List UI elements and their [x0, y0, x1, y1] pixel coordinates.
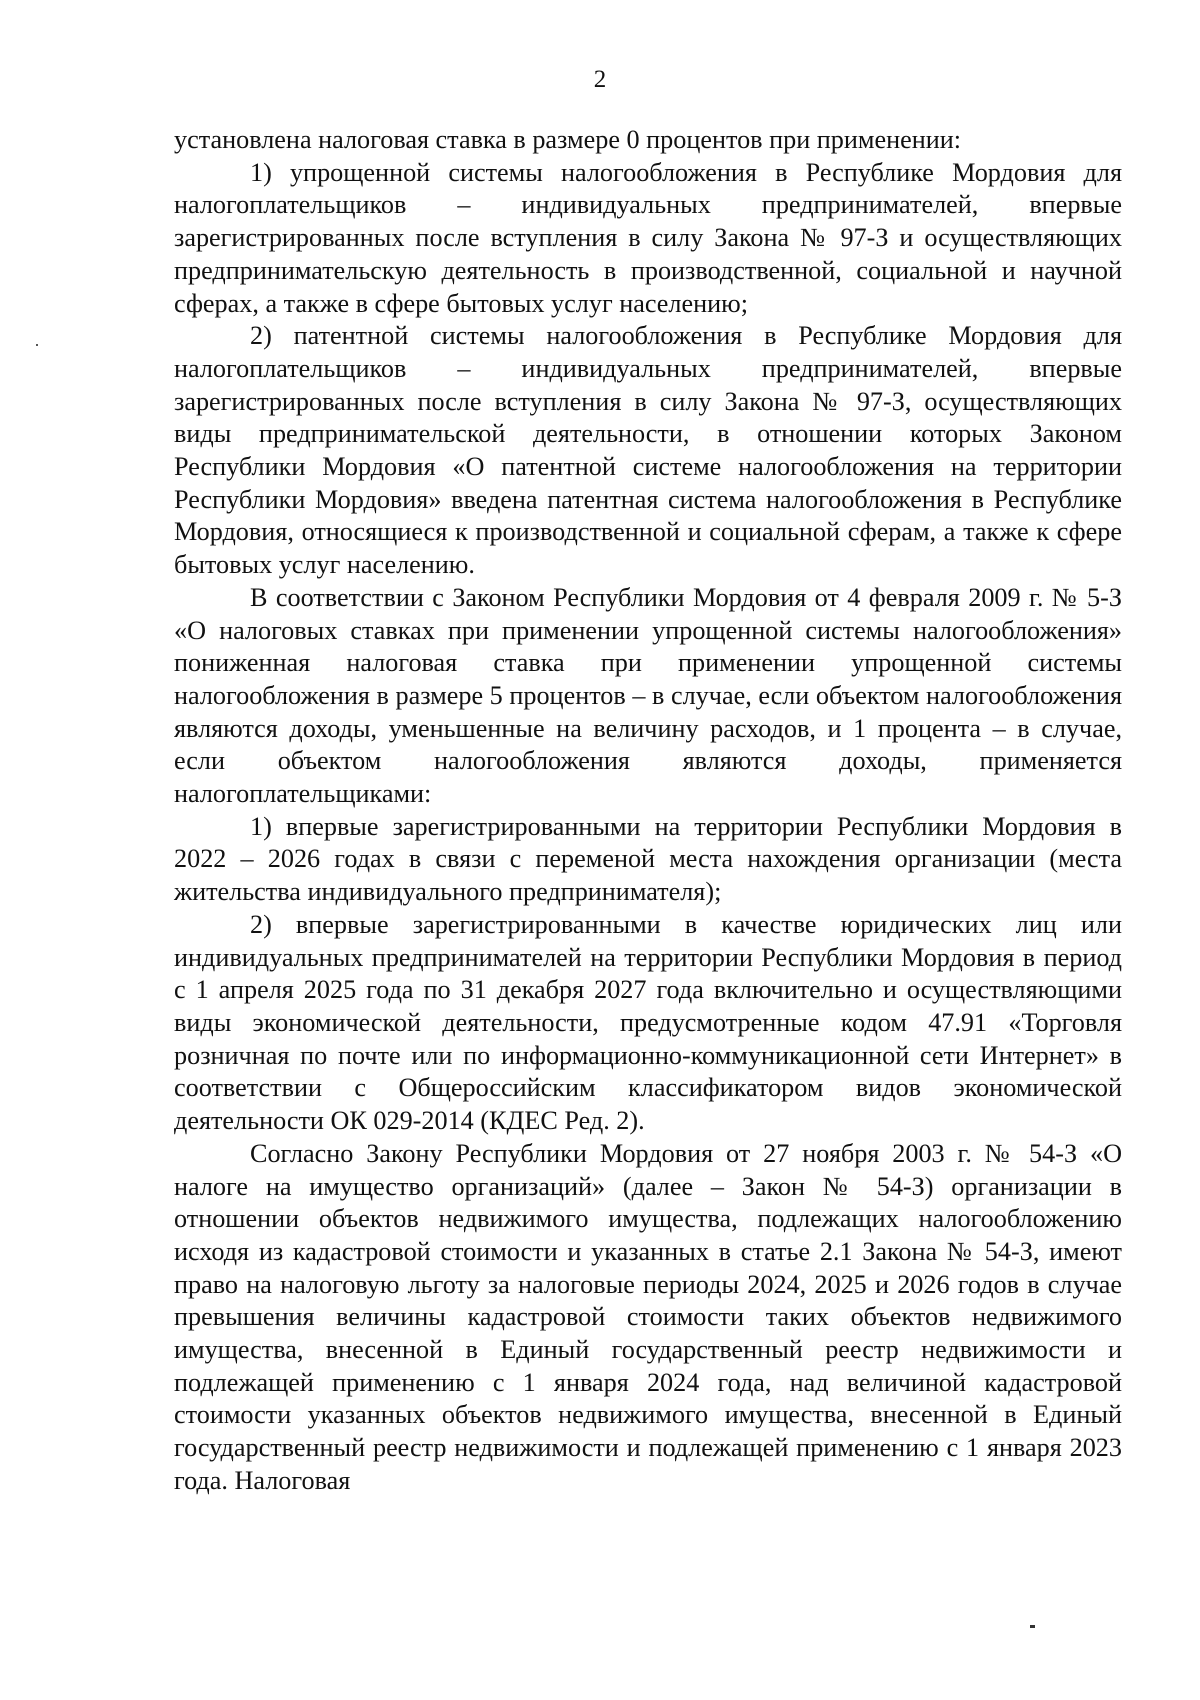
paragraph-law-54z: Согласно Закону Республики Мордовия от 27 ноября 2003 г. № 54-З «О налоге на имущество организаций» (далее – Закон № 54-З) организации в отношении объектов недвижимого имущества, подлежащих налогообложению исходя из кадастровой стоимости и указанных в статье 2.1 Закона № 54-З, имеют право на налоговую льготу за налоговые периоды 2024, 2025 и 2026 годов в случае превышения величины кадастровой стоимости таких объектов недвижимого имущества, внесенной в Единый государственный реестр недвижимости и подлежащей применению с 1 января 2024 года, над величиной кадастровой стоимости указанных объектов недвижимого имущества, внесенной в Единый государственный реестр недвижимости и подлежащей применению с 1 января 2023 года. Налоговая	[174, 1138, 1122, 1495]
scan-speck	[36, 344, 38, 346]
paragraph-simplified-system: 1) упрощенной системы налогообложения в Республике Мордовия для налогоплательщиков – индивидуальных предпринимателей, впервые зарегистрированных после вступления в силу Закона № 97-З и осуществляющих предпринимательскую деятельность в производственной, социальной и научной сферах, а также в сфере бытовых услуг населению;	[174, 157, 1122, 318]
paragraph-law-5z: В соответствии с Законом Республики Мордовия от 4 февраля 2009 г. № 5-З «О налоговых ставках при применении упрощенной системы налогообложения» пониженная налоговая ставка при применении упрощенной системы налогообложения в размере 5 процентов – в случае, если объектом налогообложения являются доходы, уменьшенные на величину расходов, и 1 процента – в случае, если объектом налогообложения являются доходы, применяется налогоплательщиками:	[174, 582, 1122, 809]
paragraph-patent-system: 2) патентной системы налогообложения в Республике Мордовия для налогоплательщиков – индивидуальных предпринимателей, впервые зарегистрированных после вступления в силу Закона № 97-З, осуществляющих виды предпринимательской деятельности, в отношении которых Законом Республики Мордовия «О патентной системе налогообложения на территории Республики Мордовия» введена патентная система налогообложения в Республике Мордовия, относящиеся к производственной и социальной сферам, а также к сфере бытовых услуг населению.	[174, 321, 1122, 580]
paragraph-registered-2022-2026: 1) впервые зарегистрированными на территории Республики Мордовия в 2022 – 2026 годах в связи с переменой места нахождения организации (места жительства индивидуального предпринимателя);	[174, 811, 1122, 907]
scan-mark	[1030, 1625, 1035, 1628]
page-number: 2	[593, 66, 607, 93]
paragraph-registered-2025-2027: 2) впервые зарегистрированными в качестве юридических лиц или индивидуальных предпринимателей на территории Республики Мордовия в период с 1 апреля 2025 года по 31 декабря 2027 года включительно и осуществляющими виды экономической деятельности, предусмотренные кодом 47.91 «Торговля розничная по почте или по информационно-коммуникационной сети Интернет» в соответствии с Общероссийским классификатором видов экономической деятельности ОК 029-2014 (КДЕС Ред. 2).	[174, 909, 1122, 1136]
document-body	[174, 124, 1122, 1498]
paragraph-tax-rate-intro: установлена налоговая ставка в размере 0 процентов при применении:	[174, 125, 962, 154]
